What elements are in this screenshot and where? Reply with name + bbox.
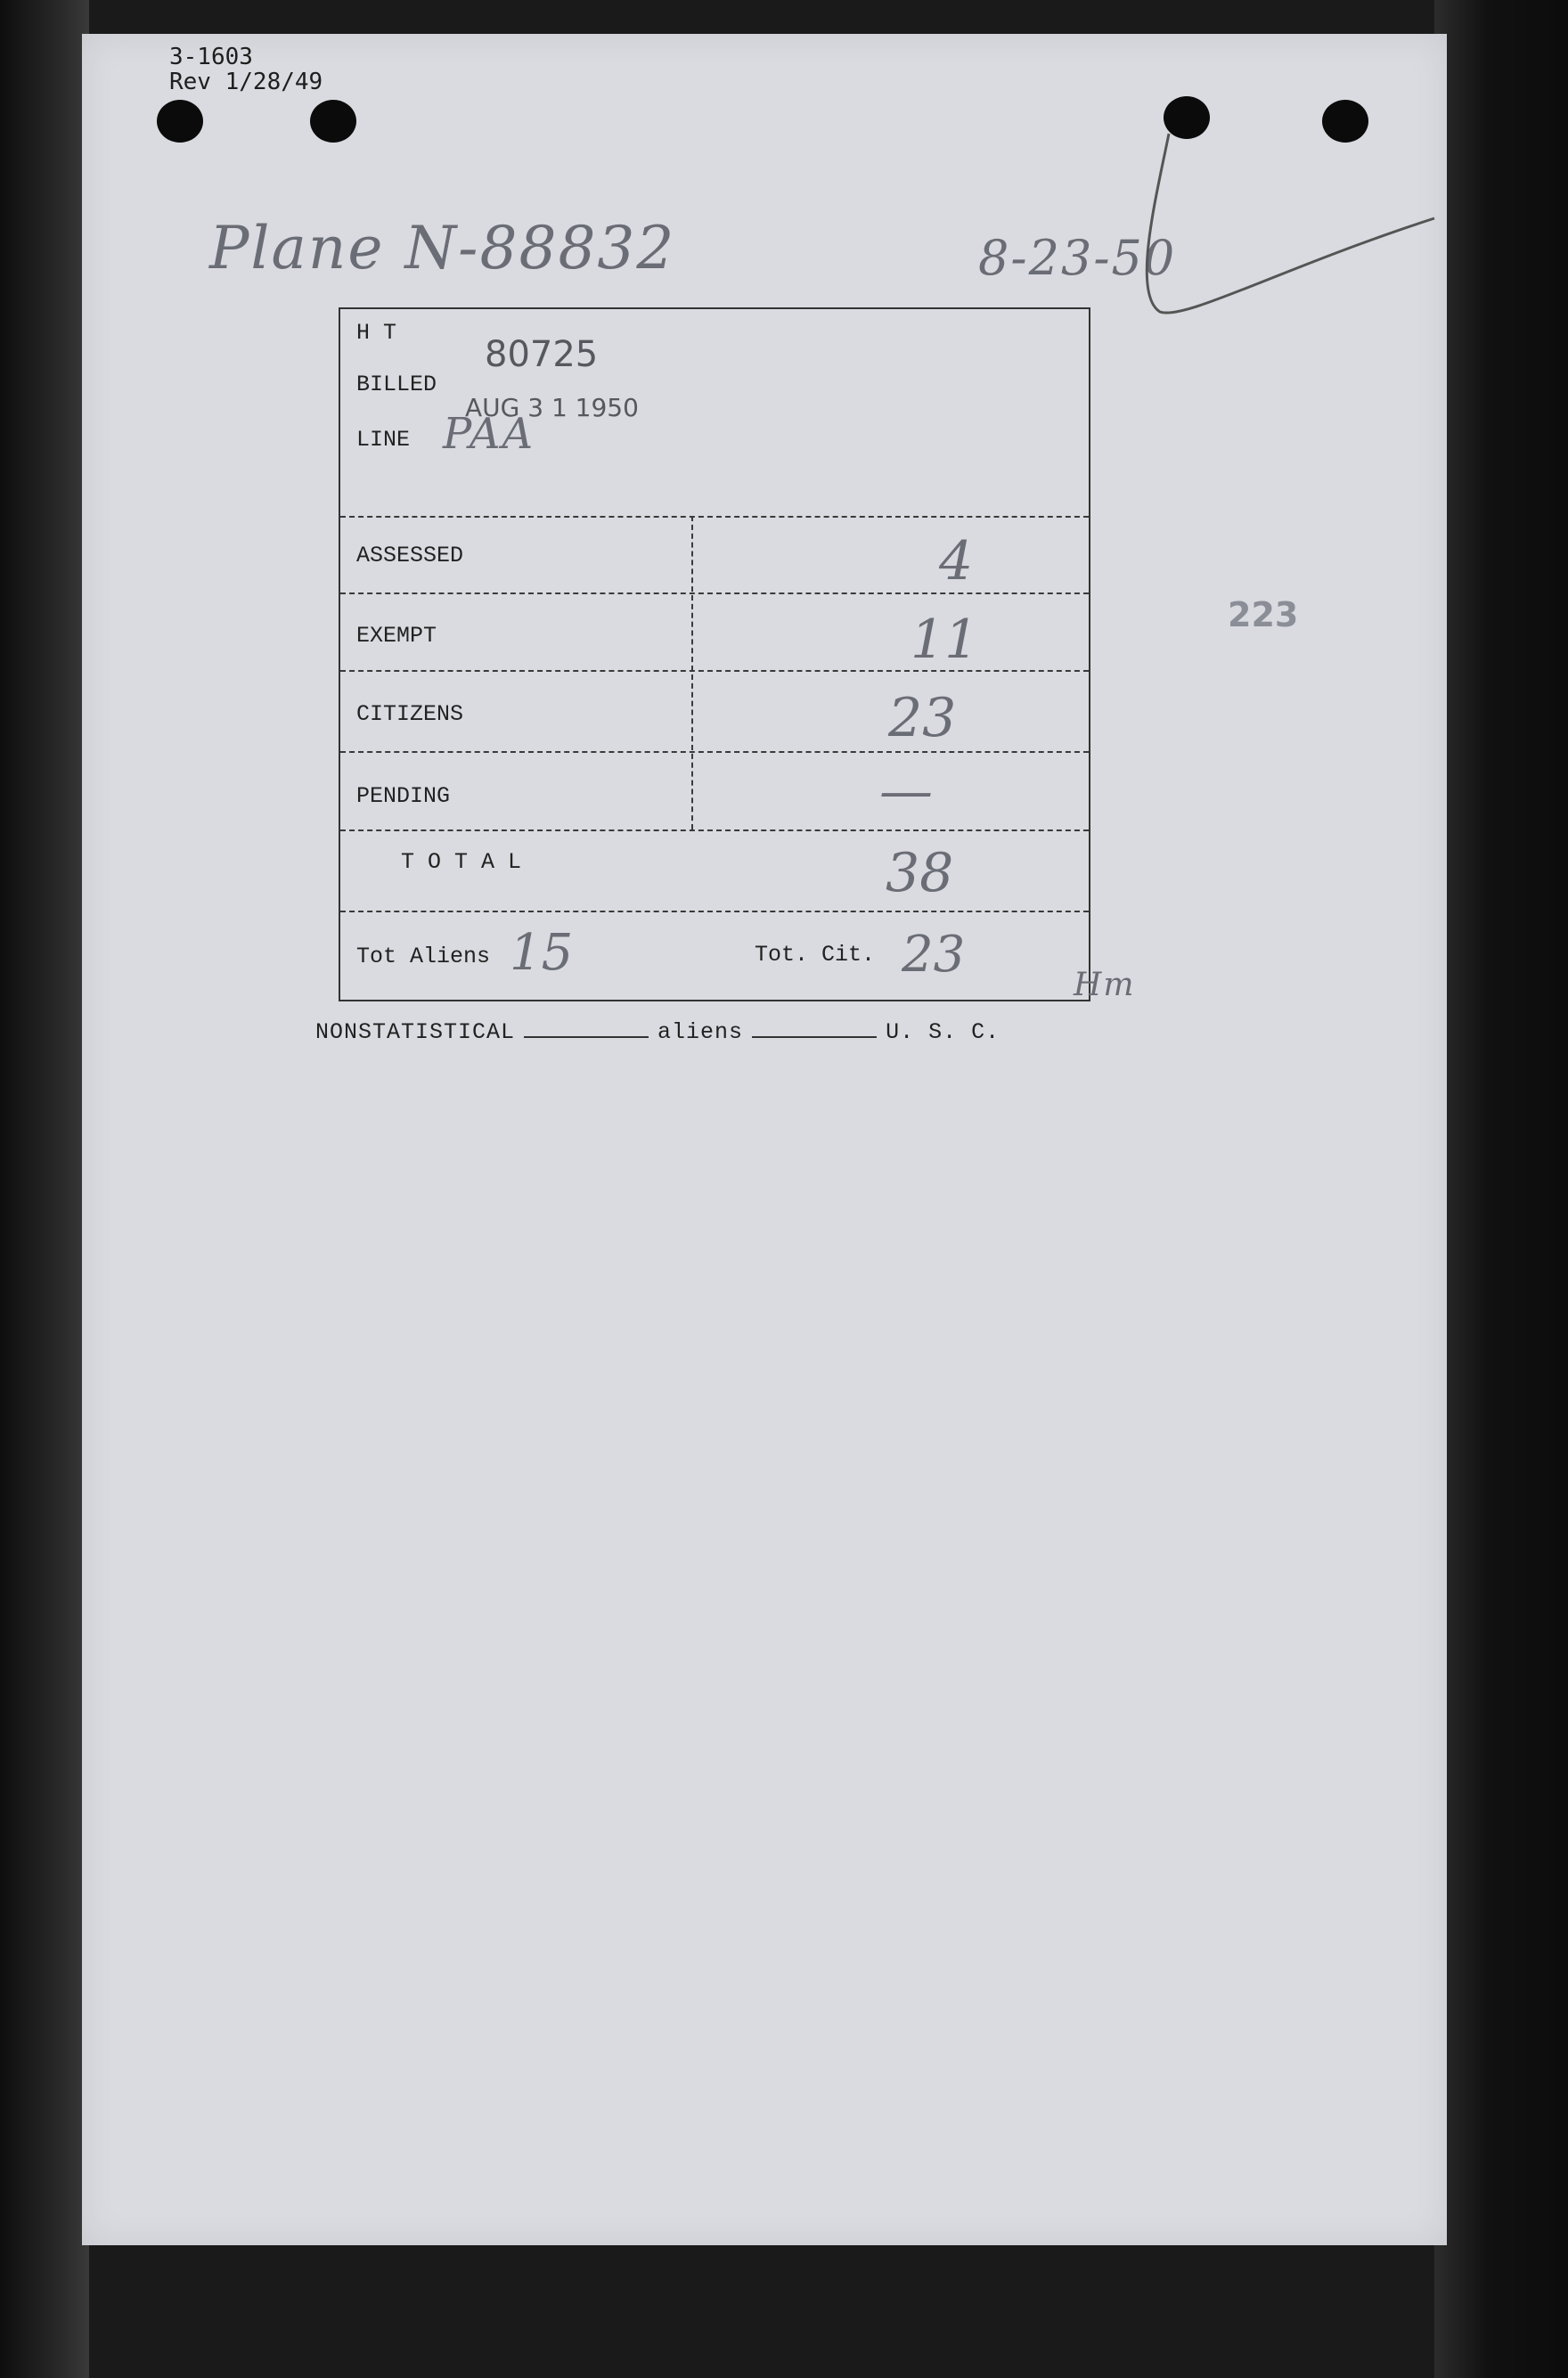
divider — [340, 592, 1089, 594]
exempt-label: EXEMPT — [356, 623, 437, 649]
form-code: 3-1603 — [169, 44, 253, 70]
plane-number: Plane N-88832 — [209, 214, 676, 282]
exempt-value: 11 — [911, 609, 979, 671]
nonstatistical-usc-blank — [752, 1018, 877, 1038]
total-label: T O T A L — [401, 849, 522, 875]
tally-form — [339, 307, 1090, 1001]
billed-date-stamp: AUG 3 1 1950 — [465, 393, 639, 422]
line-label: LINE — [356, 427, 411, 453]
citizens-value: 23 — [888, 687, 957, 749]
pending-value: — — [879, 760, 933, 822]
nonstatistical-usc-label: U. S. C. — [886, 1019, 1000, 1045]
tot-aliens-label: Tot Aliens — [356, 944, 491, 969]
tot-cit-label: Tot. Cit. — [755, 942, 876, 968]
citizens-label: CITIZENS — [356, 701, 464, 727]
divider — [340, 751, 1089, 753]
total-value: 38 — [886, 842, 954, 904]
column-divider — [691, 516, 693, 829]
scan-border-left — [0, 0, 89, 2378]
page-number: 223 — [1228, 595, 1299, 634]
pending-label: PENDING — [356, 783, 451, 809]
form-revision: Rev 1/28/49 — [169, 69, 323, 95]
divider — [340, 829, 1089, 831]
assessed-label: ASSESSED — [356, 543, 464, 568]
line-value: PAA — [443, 409, 535, 459]
nonstatistical-aliens-blank — [524, 1018, 649, 1038]
nonstatistical-aliens-label: aliens — [657, 1019, 744, 1045]
pen-stroke — [0, 0, 1568, 356]
signature-initials: Hm — [1074, 967, 1136, 1003]
handwritten-date: 8-23-50 — [978, 230, 1177, 286]
nonstatistical-line — [315, 1018, 1000, 1045]
ht-label: H T — [356, 320, 397, 346]
divider — [340, 911, 1089, 912]
ht-number: 80725 — [485, 334, 599, 375]
assessed-value: 4 — [939, 530, 974, 592]
nonstatistical-label: NONSTATISTICAL — [315, 1019, 516, 1045]
tot-cit-value: 23 — [902, 926, 966, 984]
tot-aliens-value: 15 — [510, 924, 574, 982]
scan-border-right — [1434, 0, 1568, 2378]
divider — [340, 516, 1089, 518]
billed-label: BILLED — [356, 372, 437, 397]
